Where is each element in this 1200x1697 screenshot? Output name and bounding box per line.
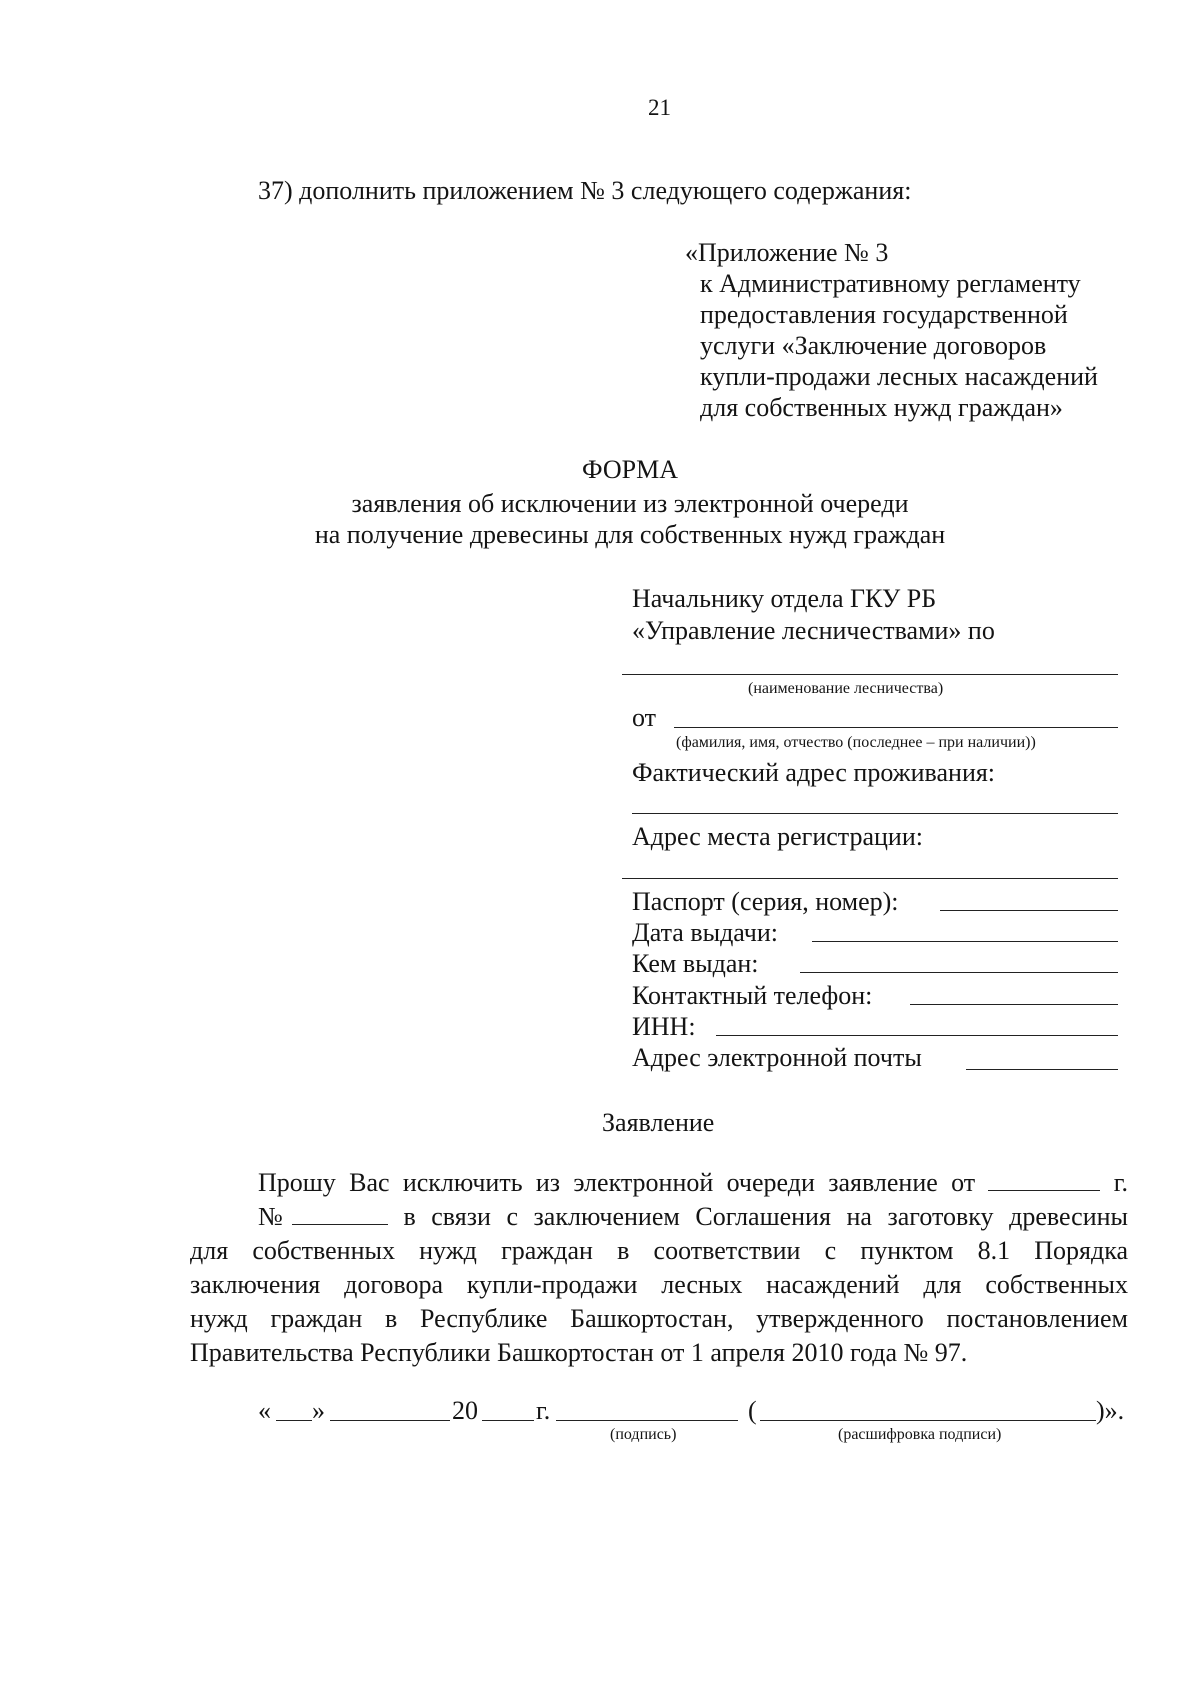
year-abbrev: г. [1113,1168,1128,1197]
body-line: заключения договора купли-продажи лесных насаждений для собственных [190,1270,1128,1299]
signature-caption: (подпись) [610,1426,677,1443]
day-field[interactable] [276,1420,312,1421]
form-title: ФОРМА [582,455,678,484]
appendix-line: «Приложение № 3 [685,238,889,267]
applicant-name-field[interactable] [674,727,1118,728]
application-number-field[interactable] [292,1202,388,1225]
form-subtitle-line: заявления об исключении из электронной очереди [351,489,909,518]
year-field[interactable] [482,1420,534,1421]
passport-label: Паспорт (серия, номер): [632,887,899,916]
appendix-line: для собственных нужд граждан» [700,393,1063,422]
forestry-caption: (наименование лесничества) [748,680,944,697]
open-quote: « [258,1396,271,1425]
body-line: нужд граждан в Республике Башкортостан, утвержденного постановлением [190,1304,1128,1333]
body-line [258,1200,1128,1234]
body-line-last: Правительства Республики Башкортостан от 1 апреля 2010 года № 97. [190,1338,968,1367]
month-field[interactable] [330,1420,450,1421]
signature-field[interactable] [556,1420,738,1421]
intro-text: 37) дополнить приложением № 3 следующего содержания: [258,176,912,205]
issue-date-field[interactable] [812,941,1118,942]
close-quote: » [312,1396,325,1425]
body-line [258,1166,1128,1200]
page-number: 21 [648,95,671,120]
email-field[interactable] [966,1069,1118,1070]
name-caption: (фамилия, имя, отчество (последнее – при наличии)) [676,734,1036,751]
inn-label: ИНН: [632,1012,696,1041]
signature-decoding-field[interactable] [760,1420,1096,1421]
passport-field[interactable] [940,910,1118,911]
issued-by-field[interactable] [800,972,1118,973]
application-date-field[interactable] [988,1168,1100,1191]
actual-address-label: Фактический адрес проживания: [632,758,996,787]
open-paren: ( [748,1396,757,1425]
forestry-name-field[interactable] [622,674,1118,675]
issue-date-label: Дата выдачи: [632,918,779,947]
decoding-caption: (расшифровка подписи) [838,1426,1002,1443]
issued-by-label: Кем выдан: [632,949,759,978]
inn-field[interactable] [716,1035,1118,1036]
appendix-line: к Административному регламенту [700,269,1081,298]
body-line: для собственных нужд граждан в соответствии с пунктом 8.1 Порядка [190,1236,1128,1265]
year-prefix: 20 [452,1396,478,1425]
addressee-line: Начальнику отдела ГКУ РБ [632,584,937,613]
actual-address-field[interactable] [632,813,1118,814]
body-text: Прошу Вас исключить из электронной очереди заявление от [258,1168,976,1197]
close-end: )». [1096,1396,1125,1425]
year-suffix: г. [536,1396,551,1425]
registration-address-field[interactable] [622,878,1118,879]
form-subtitle-line: на получение древесины для собственных нужд граждан [314,520,946,549]
from-label: от [632,703,657,732]
appendix-line: услуги «Заключение договоров [700,331,1047,360]
statement-title: Заявление [602,1108,715,1137]
phone-field[interactable] [910,1004,1118,1005]
number-sign: № [258,1202,292,1231]
phone-label: Контактный телефон: [632,981,873,1010]
body-text: в связи с заключением Соглашения на заготовку древесины [403,1202,1128,1231]
appendix-line: купли-продажи лесных насаждений [700,362,1098,391]
appendix-line: предоставления государственной [700,300,1068,329]
registration-address-label: Адрес места регистрации: [632,822,923,851]
email-label: Адрес электронной почты [632,1043,922,1072]
addressee-line: «Управление лесничествами» по [632,616,995,645]
